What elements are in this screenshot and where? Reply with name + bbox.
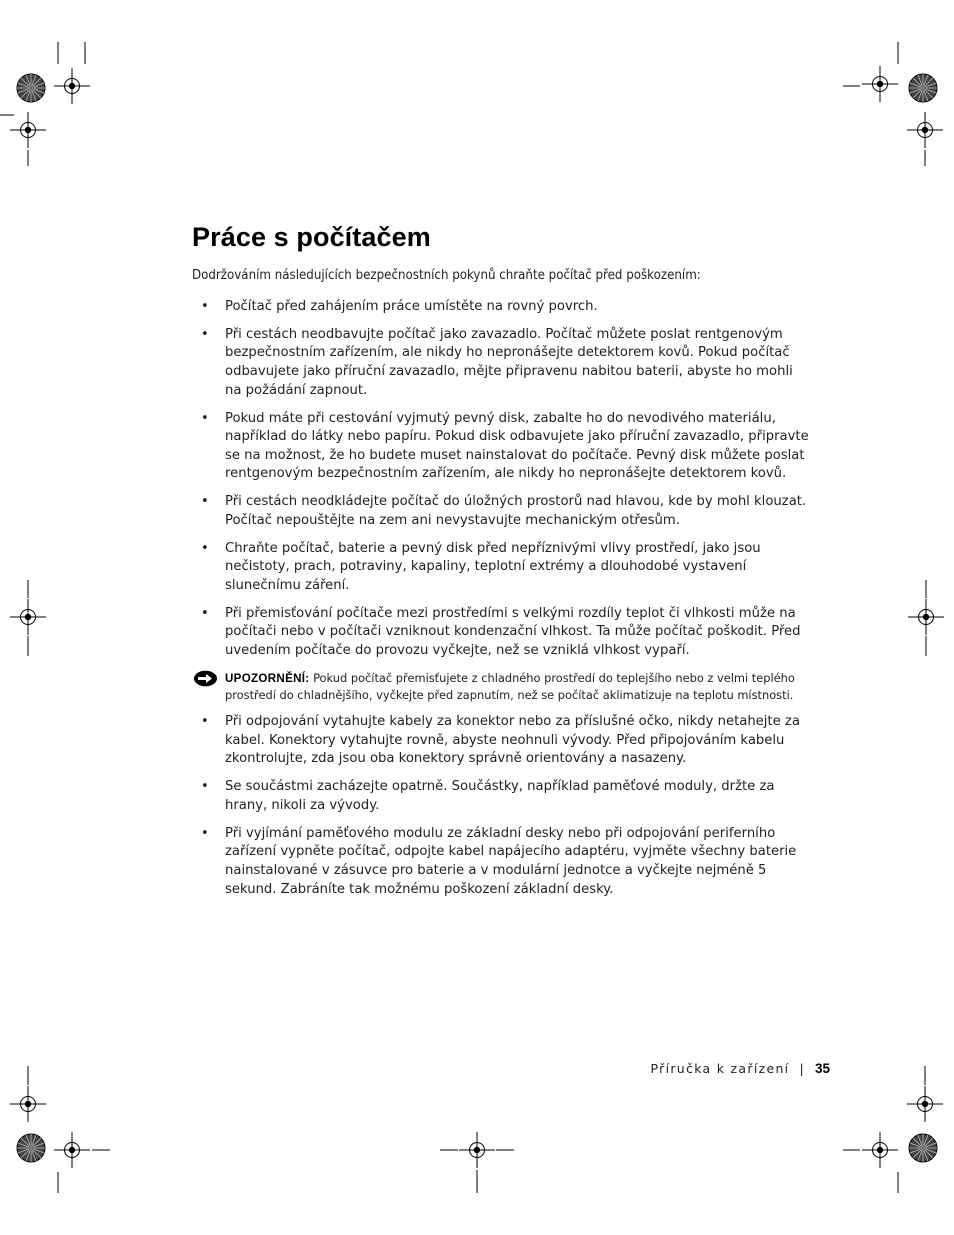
bullet-icon: •	[201, 326, 209, 342]
list-item	[192, 713, 812, 769]
list-item	[192, 493, 812, 530]
list-item-text: Při cestách neodkládejte počítač do úložných prostorů nad hlavou, kde by mohl klouzat. Počítač nepouštějte na zem ani nevystavujte mechanickým otřesům.	[225, 494, 807, 528]
notice-box	[192, 670, 812, 704]
list-item	[192, 410, 812, 484]
bullet-icon: •	[201, 825, 209, 841]
list-item	[192, 298, 812, 317]
page-footer	[600, 1061, 830, 1076]
list-item-text: Se součástmi zacházejte opatrně. Součástky, například paměťové moduly, držte za hrany, nikoli za vývody.	[225, 779, 775, 813]
list-item	[192, 326, 812, 400]
bullet-icon: •	[201, 410, 209, 426]
star-target-top-right	[909, 74, 937, 102]
intro-paragraph: Dodržováním následujících bezpečnostních pokynů chraňte počítač před poškozením:	[192, 268, 701, 283]
notice-label: UPOZORNĚNÍ:	[225, 671, 310, 685]
bullet-icon: •	[201, 299, 209, 314]
notice-arrow-icon	[193, 670, 218, 687]
list-item	[192, 540, 812, 596]
safety-list	[192, 298, 812, 908]
list-item	[192, 605, 812, 661]
list-item-text: Počítač před zahájením práce umístěte na rovný povrch.	[225, 299, 598, 314]
bullet-icon: •	[201, 540, 209, 556]
bullet-icon: •	[201, 494, 209, 510]
list-item-text: Při přemisťování počítače mezi prostředími s velkými rozdíly teplot či vlhkosti může na počítači nebo v počítači vzniknout kondenzační vlhkost. Ta může počítač poškodit. Před uvedením počítače do provozu vyčkejte, než se vzniklá vlhkost vypaří.	[225, 605, 801, 658]
footer-separator: |	[799, 1061, 805, 1076]
list-item-text: Při cestách neodbavujte počítač jako zavazadlo. Počítač můžete poslat rentgenovým bezpečnostním zařízením, ale nikdy ho nepronášejte detektorem kovů. Pokud počítač odbavujete jako příruční zavazadlo, mějte připravenu nabitou baterii, abyste ho mohli na požádání zapnout.	[225, 326, 793, 398]
star-target-bottom-right	[909, 1134, 937, 1162]
page-number: 35	[814, 1061, 830, 1076]
list-item-text: Při odpojování vytahujte kabely za konektor nebo za příslušné očko, nikdy netahejte za kabel. Konektory vytahujte rovně, abyste neohnuli vývody. Před připojováním kabelu zkontrolujte, zda jsou oba konektory správně orientovány a nasazeny.	[225, 714, 800, 767]
footer-title: Příručka k zařízení	[650, 1061, 790, 1076]
list-item-text: Při vyjímání paměťového modulu ze základní desky nebo při odpojování periferního zařízení vypněte počítač, odpojte kabel napájecího adaptéru, vyjměte všechny baterie nainstalované v zásuvce pro baterie a v modulární jednotce a vyčkejte nejméně 5 sekund. Zabráníte tak možnému poškození základní desky.	[225, 825, 797, 897]
bullet-icon: •	[201, 714, 209, 730]
bullet-icon: •	[201, 605, 209, 621]
list-item	[192, 825, 812, 899]
page-title: Práce s počítačem	[192, 222, 431, 252]
notice-text: Pokud počítač přemisťujete z chladného prostředí do teplejšího nebo z velmi teplého prostředí do chladnějšího, vyčkejte před zapnutím, než se počítač aklimatizuje na teplotu místnosti.	[225, 670, 795, 702]
bullet-icon: •	[201, 779, 209, 795]
list-item-text: Chraňte počítač, baterie a pevný disk před nepříznivými vlivy prostředí, jako jsou nečistoty, prach, potraviny, kapaliny, teplotní extrémy a dlouhodobé vystavení slunečnímu záření.	[225, 540, 761, 593]
list-item-text: Pokud máte při cestování vyjmutý pevný disk, zabalte ho do nevodivého materiálu, například do látky nebo papíru. Pokud disk odbavujete jako příruční zavazadlo, připravte se na možnost, že ho budete muset nainstalovat do počítače. Pevný disk můžete poslat rentgenovým bezpečnostním zařízením, ale nikdy ho nepronášejte detektorem kovů.	[225, 410, 809, 482]
star-target-top-left	[17, 74, 45, 102]
star-target-bottom-left	[17, 1134, 45, 1162]
list-item	[192, 778, 812, 815]
